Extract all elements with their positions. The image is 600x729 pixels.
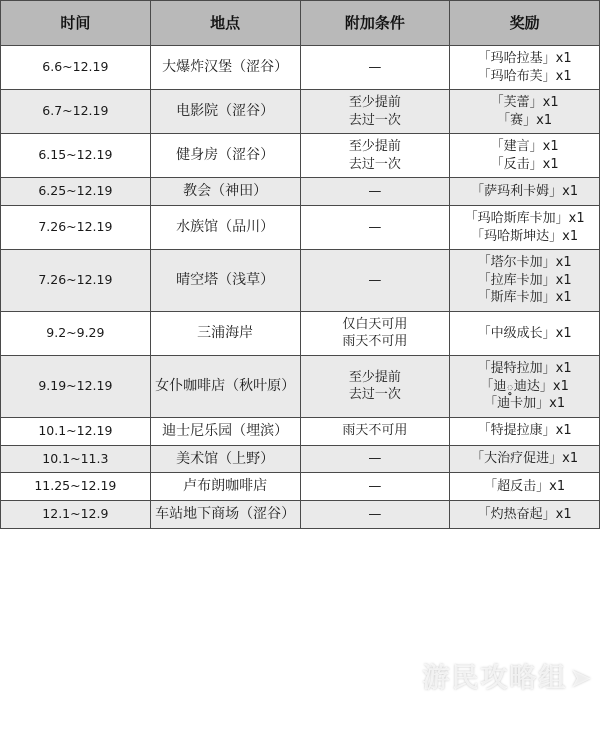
cell-condition-line: — (368, 183, 382, 199)
cell-reward-line: 「建言」x1 (490, 139, 559, 155)
cell-condition (300, 445, 450, 473)
cell-place-lines (153, 271, 298, 290)
cell-place-lines (153, 324, 298, 343)
column-header-time: 时间 (1, 1, 151, 46)
cell-reward (450, 501, 600, 529)
cell-reward-lines (452, 50, 597, 85)
cell-time (1, 134, 151, 178)
cell-place (150, 473, 300, 501)
table-row (1, 417, 600, 445)
cell-condition-lines (303, 369, 448, 404)
cell-reward-line: 「迪卡加」x1 (484, 396, 566, 412)
cell-time (1, 90, 151, 134)
cell-reward-line: 「斯库卡加」x1 (477, 290, 572, 306)
cell-time-lines (3, 272, 148, 289)
cell-reward-lines (452, 325, 597, 343)
cell-reward-lines (452, 183, 597, 201)
cell-reward-line: 「玛哈斯坤达」x1 (471, 228, 579, 244)
cell-time (1, 178, 151, 206)
cell-time-line: 6.7~12.19 (42, 103, 109, 119)
cell-reward (450, 473, 600, 501)
cell-reward-line: 「灼热奋起」x1 (477, 506, 572, 522)
cell-place-lines (153, 58, 298, 77)
cell-condition (300, 178, 450, 206)
cell-time-line: 11.25~12.19 (34, 478, 117, 494)
cell-reward-lines (452, 210, 597, 245)
cell-condition-line: — (368, 479, 382, 495)
cell-reward-lines (452, 450, 597, 468)
cell-condition-line: — (368, 451, 382, 467)
cell-condition (300, 417, 450, 445)
cell-condition (300, 46, 450, 90)
cell-place-lines (153, 377, 298, 396)
cell-place-lines (153, 182, 298, 201)
cell-time (1, 417, 151, 445)
cell-condition (300, 90, 450, 134)
table-row (1, 206, 600, 250)
cell-reward-line: 「反击」x1 (490, 156, 559, 172)
cell-place-line: 三浦海岸 (197, 325, 254, 341)
cell-time-lines (3, 219, 148, 236)
cell-time (1, 206, 151, 250)
cell-place (150, 356, 300, 418)
table-header-row (1, 1, 600, 46)
cell-time (1, 473, 151, 501)
cell-place-line: 女仆咖啡店（秋叶原） (155, 377, 296, 394)
cell-time-line: 12.1~12.9 (42, 506, 109, 522)
cell-condition-line: — (368, 506, 382, 522)
cell-condition (300, 311, 450, 355)
cell-condition-line: 去过一次 (348, 156, 401, 172)
cell-time (1, 501, 151, 529)
cell-place (150, 417, 300, 445)
cell-condition-lines (303, 478, 448, 496)
cell-place (150, 445, 300, 473)
cell-condition-line: — (368, 219, 382, 235)
cell-condition (300, 356, 450, 418)
table-row (1, 134, 600, 178)
cell-place-line: 晴空塔（浅草） (176, 272, 275, 289)
cell-reward-line: 「芙蕾」x1 (490, 95, 559, 111)
cell-place-line: 教会（神田） (183, 183, 268, 200)
cell-reward (450, 445, 600, 473)
cell-reward-line: 「塔尔卡加」x1 (477, 255, 572, 271)
cell-place-lines (153, 146, 298, 165)
cell-condition-line: — (368, 272, 382, 288)
cell-condition (300, 473, 450, 501)
cell-condition-line: 至少提前 (348, 139, 401, 155)
cell-reward-lines (452, 254, 597, 307)
cell-condition-lines (303, 450, 448, 468)
cell-condition-lines (303, 219, 448, 237)
cell-place (150, 134, 300, 178)
cell-reward-line: 「拉库卡加」x1 (477, 272, 572, 288)
cell-reward-line: 「玛哈斯库卡加」x1 (464, 211, 585, 227)
cell-reward-line: 「萨玛利卡姆」x1 (471, 183, 579, 199)
table-row (1, 90, 600, 134)
cell-reward-line: 「玛哈拉基」x1 (477, 51, 572, 66)
cell-time-line: 6.25~12.19 (38, 183, 113, 199)
table-row (1, 501, 600, 529)
cell-place-lines (153, 218, 298, 237)
cell-reward-lines (452, 138, 597, 173)
cell-place-line: 健身房（涩谷） (176, 147, 275, 164)
cell-place (150, 178, 300, 206)
cell-reward (450, 134, 600, 178)
cell-reward-lines (452, 360, 597, 413)
cell-time-lines (3, 325, 148, 342)
cell-reward (450, 206, 600, 250)
cell-time-line: 6.6~12.19 (42, 59, 109, 75)
cell-condition-lines (303, 316, 448, 351)
cell-time (1, 445, 151, 473)
cell-time-lines (3, 506, 148, 523)
cell-condition (300, 206, 450, 250)
cell-reward (450, 356, 600, 418)
cell-time-lines (3, 59, 148, 76)
table-body (1, 46, 600, 529)
cell-reward-line: 「超反击」x1 (484, 479, 566, 495)
cell-time-lines (3, 103, 148, 120)
cell-condition-lines (303, 272, 448, 290)
cell-place (150, 311, 300, 355)
column-header-place: 地点 (150, 1, 300, 46)
cell-place-lines (153, 422, 298, 441)
cell-reward-line: 「赛」x1 (497, 112, 553, 128)
cell-time (1, 311, 151, 355)
cell-reward (450, 311, 600, 355)
cell-reward-lines (452, 478, 597, 496)
cell-time-line: 6.15~12.19 (38, 147, 113, 163)
cell-reward-lines (452, 506, 597, 524)
watermark-arrow-icon: ➤ (569, 663, 594, 694)
cell-time-lines (3, 423, 148, 440)
cell-reward-line: 「大治疗促进」x1 (471, 451, 579, 467)
cell-place-lines (153, 477, 298, 496)
cell-condition (300, 501, 450, 529)
cell-place-line: 美术馆（上野） (176, 450, 275, 467)
cell-place (150, 250, 300, 312)
table-row (1, 250, 600, 312)
cell-condition-line: 至少提前 (348, 369, 401, 385)
watermark (422, 656, 594, 695)
cell-time-lines (3, 147, 148, 164)
cell-condition (300, 250, 450, 312)
cell-time (1, 250, 151, 312)
cell-condition-line: 至少提前 (348, 95, 401, 111)
cell-condition-lines (303, 183, 448, 201)
cell-reward-line: 「特提拉康」x1 (477, 423, 572, 439)
cell-time-line: 7.26~12.19 (38, 219, 113, 235)
cell-time-line: 10.1~11.3 (42, 450, 109, 466)
cell-reward-line: 「提特拉加」x1 (477, 361, 572, 376)
cell-place-lines (153, 505, 298, 524)
column-header-reward: 奖励 (450, 1, 600, 46)
cell-condition (300, 134, 450, 178)
table-header (1, 1, 600, 46)
cell-place (150, 90, 300, 134)
cell-place-line: 水族馆（品川） (176, 219, 275, 236)
cell-condition-lines (303, 59, 448, 77)
cell-place-line: 电影院（涩谷） (176, 103, 275, 120)
cell-reward (450, 178, 600, 206)
cell-place-line: 卢布朗咖啡店 (183, 478, 268, 495)
cell-time (1, 356, 151, 418)
cell-time-line: 9.2~9.29 (46, 325, 105, 341)
cell-time (1, 46, 151, 90)
table-row (1, 178, 600, 206)
cell-place-line: 大爆炸汉堡（涩谷） (162, 59, 289, 76)
cell-place-line: 迪士尼乐园（埋滨） (162, 422, 289, 439)
cell-condition-lines (303, 422, 448, 440)
cell-time-line: 7.26~12.19 (38, 272, 113, 288)
table-row (1, 445, 600, 473)
cell-reward (450, 250, 600, 312)
cell-time-lines (3, 183, 148, 200)
cell-reward (450, 90, 600, 134)
cell-reward-lines (452, 422, 597, 440)
cell-condition-line: 仅白天可用 (342, 316, 408, 332)
cell-time-lines (3, 451, 148, 468)
table-row (1, 356, 600, 418)
cell-place (150, 206, 300, 250)
cell-reward (450, 46, 600, 90)
cell-condition-line: 去过一次 (348, 387, 401, 403)
cell-place-lines (153, 102, 298, 121)
table-row (1, 46, 600, 90)
column-header-condition: 附加条件 (300, 1, 450, 46)
cell-reward-line: 「迪఼迪达」x1 (480, 378, 569, 394)
cell-place-lines (153, 450, 298, 469)
cell-time-lines (3, 478, 148, 495)
table-row (1, 473, 600, 501)
cell-condition-lines (303, 138, 448, 173)
cell-time-lines (3, 378, 148, 395)
watermark-text: 游民攻略组 (422, 663, 568, 694)
cell-reward (450, 417, 600, 445)
cell-time-line: 9.19~12.19 (38, 377, 113, 393)
cell-reward-line: 「中级成长」x1 (477, 325, 572, 341)
cell-condition-line: — (368, 59, 382, 75)
cell-place (150, 46, 300, 90)
cell-place-line: 车站地下商场（涩谷） (155, 506, 296, 523)
cell-place (150, 501, 300, 529)
cell-reward-line: 「玛哈布芙」x1 (477, 68, 572, 84)
cell-condition-line: 雨天不可用 (342, 334, 408, 350)
table-row (1, 311, 600, 355)
cell-condition-lines (303, 506, 448, 524)
cell-condition-line: 去过一次 (348, 112, 401, 128)
cell-condition-lines (303, 94, 448, 129)
cell-reward-lines (452, 94, 597, 129)
cell-condition-line: 雨天不可用 (342, 423, 408, 439)
cell-time-line: 10.1~12.19 (38, 422, 113, 438)
